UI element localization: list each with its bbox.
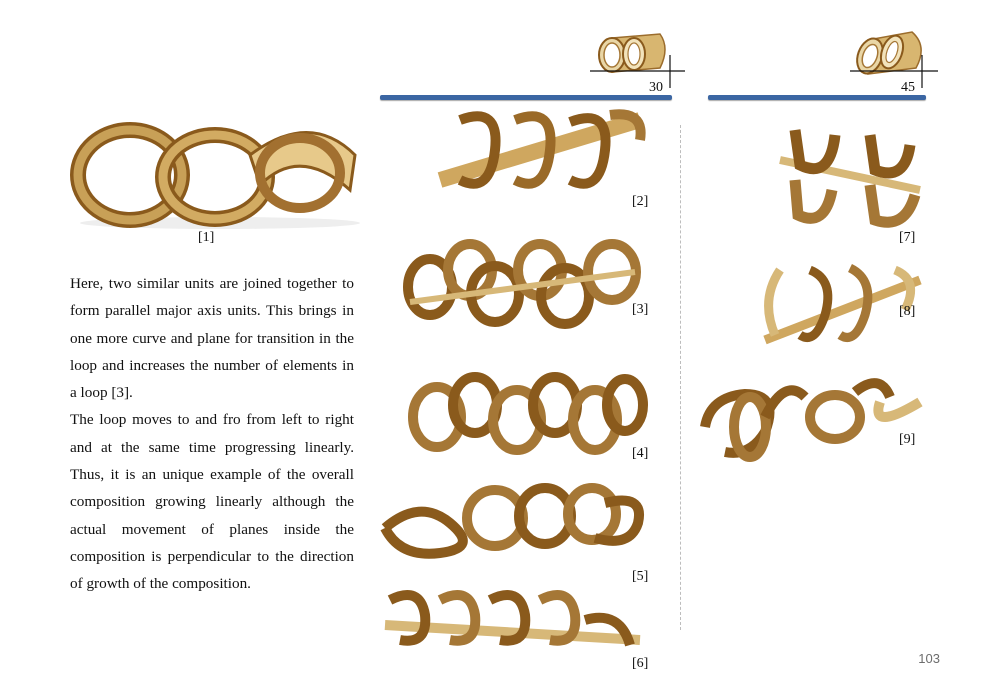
figure-1-image [70, 115, 370, 230]
body-text [70, 270, 354, 598]
angle-45-marker [850, 55, 950, 95]
angle-45-bar [708, 95, 926, 100]
figure-7-image [770, 120, 930, 230]
figure-5-image [380, 478, 650, 563]
page-number: 103 [918, 651, 940, 666]
figure-9-caption: [9] [899, 432, 916, 447]
angle-30-bar [380, 95, 672, 100]
figure-4-image [405, 365, 650, 460]
figure-2-caption: [2] [632, 194, 649, 209]
figure-2-image [440, 110, 650, 200]
figure-6-image [380, 585, 645, 660]
figure-1-caption: [1] [198, 230, 215, 245]
figure-6-caption: [6] [632, 656, 649, 671]
figure-4-caption: [4] [632, 446, 649, 461]
angle-30-marker [590, 55, 690, 95]
paragraph-1: Here, two similar units are joined together to form parallel major axis units. This brings in one more curve and plane for transition in the loop and increases the number of elements in a loop [3]. [70, 275, 354, 402]
angle-45-label: 45 [901, 80, 915, 95]
figure-7-caption: [7] [899, 230, 916, 245]
figure-9-image [695, 372, 930, 467]
figure-3-caption: [3] [632, 302, 649, 317]
paragraph-2: The loop moves to and fro from left to right and at the same time progressing linearly. Thus, it is an unique example of the overall composition growing linearly although the actual movement of planes inside the composition is perpendicular to the direction of growth of the composition. [70, 411, 354, 593]
figure-8-caption: [8] [899, 304, 916, 319]
figure-3-image [400, 232, 650, 332]
column-divider [680, 125, 681, 630]
angle-30-label: 30 [649, 80, 663, 95]
figure-5-caption: [5] [632, 569, 649, 584]
